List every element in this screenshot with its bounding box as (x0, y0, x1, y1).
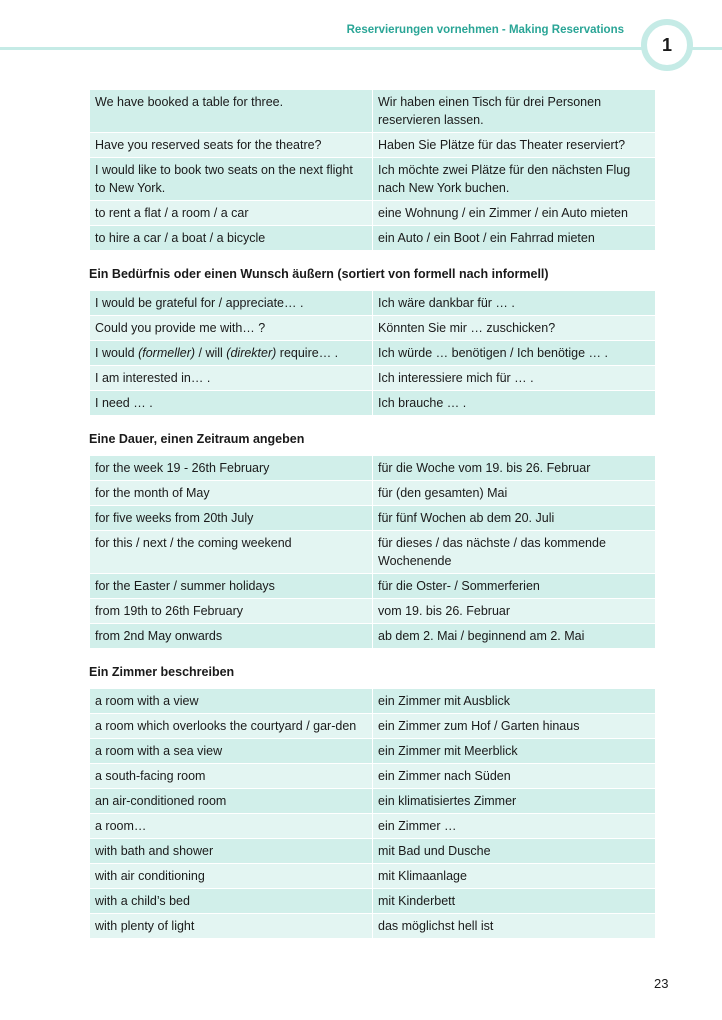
table-row (90, 624, 656, 649)
german-translation: Ich möchte zwei Plätze für den nächsten Flug nach New York buchen. (373, 158, 656, 201)
english-phrase: from 19th to 26th February (90, 599, 373, 624)
english-phrase: I would (formeller) / will (direkter) require… . (90, 341, 373, 366)
phrase-table (89, 688, 656, 939)
phrase-table (89, 455, 656, 649)
phrase-section (89, 267, 655, 416)
english-phrase: with air conditioning (90, 864, 373, 889)
phrase-section (89, 89, 655, 251)
german-translation: ein Zimmer … (373, 814, 656, 839)
german-translation: Könnten Sie mir … zuschicken? (373, 316, 656, 341)
table-row (90, 226, 656, 251)
english-phrase: a room… (90, 814, 373, 839)
english-phrase: a room with a view (90, 689, 373, 714)
table-row (90, 814, 656, 839)
english-phrase: with plenty of light (90, 914, 373, 939)
phrase-table (89, 290, 656, 416)
german-translation: ein Zimmer mit Meerblick (373, 739, 656, 764)
english-phrase: for the month of May (90, 481, 373, 506)
german-translation: mit Klimaanlage (373, 864, 656, 889)
english-phrase: a south-facing room (90, 764, 373, 789)
english-phrase: I am interested in… . (90, 366, 373, 391)
german-translation: Ich interessiere mich für … . (373, 366, 656, 391)
german-translation: Wir haben einen Tisch für drei Personen reservieren lassen. (373, 90, 656, 133)
german-translation: mit Bad und Dusche (373, 839, 656, 864)
german-translation: Ich wäre dankbar für … . (373, 291, 656, 316)
english-phrase: with bath and shower (90, 839, 373, 864)
german-translation: ein klimatisiertes Zimmer (373, 789, 656, 814)
table-row (90, 316, 656, 341)
header-rule (0, 47, 722, 50)
german-translation: ein Zimmer zum Hof / Garten hinaus (373, 714, 656, 739)
german-translation: für fünf Wochen ab dem 20. Juli (373, 506, 656, 531)
phrase-section (89, 665, 655, 939)
english-phrase: an air-conditioned room (90, 789, 373, 814)
german-translation: für die Oster- / Sommerferien (373, 574, 656, 599)
german-translation: ein Zimmer mit Ausblick (373, 689, 656, 714)
table-row (90, 341, 656, 366)
table-row (90, 456, 656, 481)
table-row (90, 764, 656, 789)
table-row (90, 864, 656, 889)
english-phrase: with a child’s bed (90, 889, 373, 914)
german-translation: ein Auto / ein Boot / ein Fahrrad mieten (373, 226, 656, 251)
english-phrase: for the week 19 - 26th February (90, 456, 373, 481)
german-translation: vom 19. bis 26. Februar (373, 599, 656, 624)
german-translation: das möglichst hell ist (373, 914, 656, 939)
german-translation: für dieses / das nächste / das kommende Wochenende (373, 531, 656, 574)
table-row (90, 574, 656, 599)
english-phrase: a room which overlooks the courtyard / gar-den (90, 714, 373, 739)
german-translation: Haben Sie Plätze für das Theater reserviert? (373, 133, 656, 158)
german-translation: ein Zimmer nach Süden (373, 764, 656, 789)
english-phrase: for five weeks from 20th July (90, 506, 373, 531)
english-phrase: I would be grateful for / appreciate… . (90, 291, 373, 316)
section-heading: Ein Zimmer beschreiben (89, 665, 235, 679)
german-translation: eine Wohnung / ein Zimmer / ein Auto mieten (373, 201, 656, 226)
phrase-content (89, 89, 655, 955)
german-translation: Ich brauche … . (373, 391, 656, 416)
table-row (90, 366, 656, 391)
table-row (90, 531, 656, 574)
english-phrase: for the Easter / summer holidays (90, 574, 373, 599)
german-translation: für (den gesamten) Mai (373, 481, 656, 506)
table-row (90, 599, 656, 624)
english-phrase: to hire a car / a boat / a bicycle (90, 226, 373, 251)
section-heading: Ein Bedürfnis oder einen Wunsch äußern (sortiert von formell nach informell) (89, 267, 549, 281)
english-phrase: Have you reserved seats for the theatre? (90, 133, 373, 158)
english-phrase: We have booked a table for three. (90, 90, 373, 133)
table-row (90, 714, 656, 739)
german-translation: ab dem 2. Mai / beginnend am 2. Mai (373, 624, 656, 649)
table-row (90, 739, 656, 764)
english-phrase: to rent a flat / a room / a car (90, 201, 373, 226)
chapter-number-badge: 1 (641, 19, 693, 71)
english-phrase: for this / next / the coming weekend (90, 531, 373, 574)
table-row (90, 481, 656, 506)
table-row (90, 914, 656, 939)
table-row (90, 889, 656, 914)
english-phrase: I need … . (90, 391, 373, 416)
german-translation: mit Kinderbett (373, 889, 656, 914)
table-row (90, 201, 656, 226)
english-phrase: from 2nd May onwards (90, 624, 373, 649)
table-row (90, 839, 656, 864)
table-row (90, 158, 656, 201)
table-row (90, 90, 656, 133)
table-row (90, 506, 656, 531)
phrase-section (89, 432, 655, 649)
phrase-table (89, 89, 656, 251)
english-phrase: I would like to book two seats on the next flight to New York. (90, 158, 373, 201)
german-translation: für die Woche vom 19. bis 26. Februar (373, 456, 656, 481)
table-row (90, 689, 656, 714)
section-heading: Eine Dauer, einen Zeitraum angeben (89, 432, 305, 446)
german-translation: Ich würde … benötigen / Ich benötige … . (373, 341, 656, 366)
page-number: 23 (654, 976, 669, 991)
table-row (90, 291, 656, 316)
running-header-title: Reservierungen vornehmen - Making Reservations (346, 24, 624, 36)
english-phrase: a room with a sea view (90, 739, 373, 764)
table-row (90, 789, 656, 814)
table-row (90, 391, 656, 416)
table-row (90, 133, 656, 158)
english-phrase: Could you provide me with… ? (90, 316, 373, 341)
